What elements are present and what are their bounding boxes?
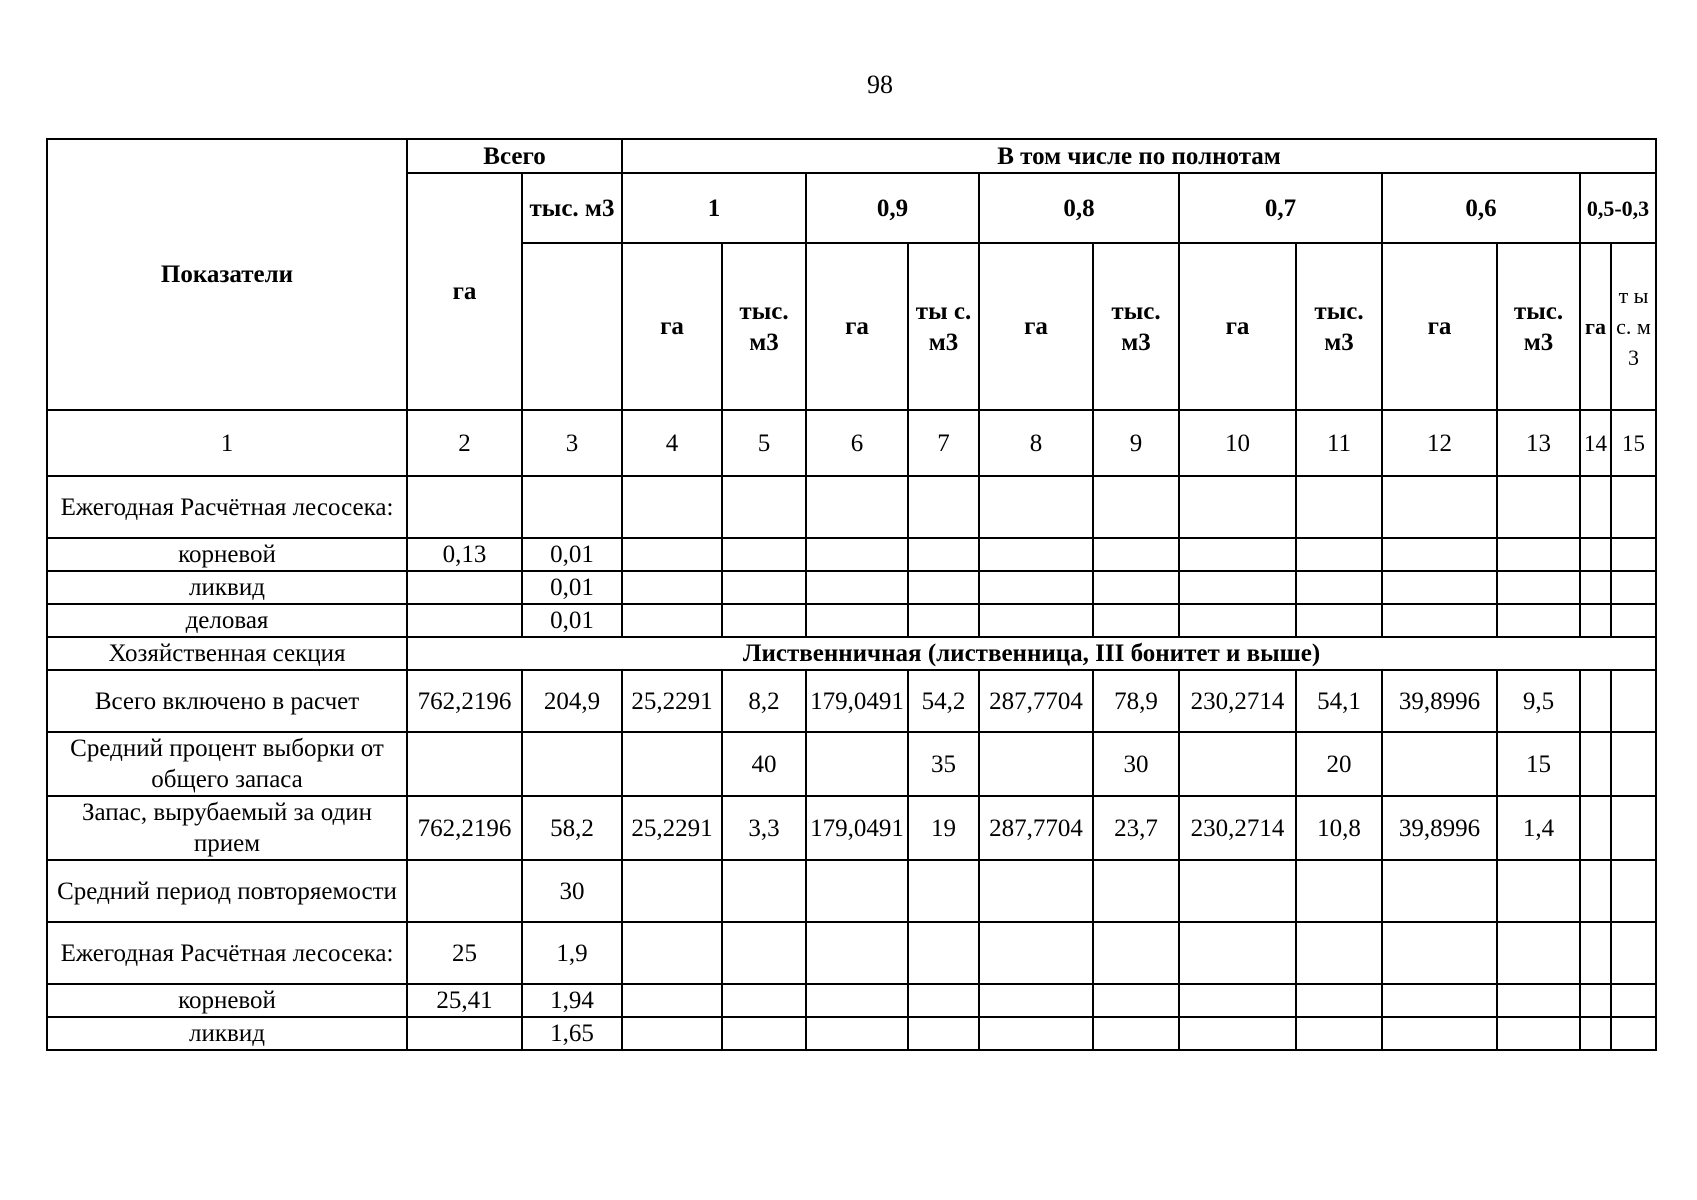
table-cell xyxy=(722,922,806,984)
header-m3-7: ты с. м3 xyxy=(908,243,979,410)
table-cell xyxy=(1093,571,1179,604)
column-number: 6 xyxy=(806,410,908,476)
column-number: 11 xyxy=(1296,410,1382,476)
table-cell: 30 xyxy=(522,860,622,922)
table-cell xyxy=(1179,732,1296,796)
row-label: ликвид xyxy=(47,1017,407,1050)
column-number: 7 xyxy=(908,410,979,476)
table-cell xyxy=(722,984,806,1017)
header-ha-6: га xyxy=(806,243,908,410)
table-cell xyxy=(1611,860,1656,922)
column-number: 3 xyxy=(522,410,622,476)
table-cell xyxy=(1580,922,1611,984)
header-m3-11: тыс. м3 xyxy=(1296,243,1382,410)
table-cell xyxy=(1093,860,1179,922)
table-cell xyxy=(1497,538,1580,571)
table-cell xyxy=(1296,571,1382,604)
table-cell: 40 xyxy=(722,732,806,796)
table-cell xyxy=(1580,984,1611,1017)
table-cell xyxy=(1179,538,1296,571)
table-cell: 23,7 xyxy=(1093,796,1179,860)
table-cell xyxy=(722,538,806,571)
column-number: 14 xyxy=(1580,410,1611,476)
table-row xyxy=(47,732,1656,796)
table-cell xyxy=(1497,571,1580,604)
table-cell xyxy=(1296,984,1382,1017)
table-cell xyxy=(1382,604,1497,637)
table-cell xyxy=(908,571,979,604)
table-cell xyxy=(979,604,1093,637)
table-cell xyxy=(407,860,522,922)
row-label: Средний период повторяемости xyxy=(47,860,407,922)
table-cell xyxy=(522,476,622,538)
table-cell xyxy=(979,860,1093,922)
table-cell: 204,9 xyxy=(522,670,622,732)
table-cell: 230,2714 xyxy=(1179,670,1296,732)
table-cell: 54,1 xyxy=(1296,670,1382,732)
row-label: корневой xyxy=(47,538,407,571)
table-cell: 39,8996 xyxy=(1382,796,1497,860)
table-cell xyxy=(1497,1017,1580,1050)
table-cell xyxy=(1611,604,1656,637)
header-density-1: 1 xyxy=(622,173,806,243)
table-cell xyxy=(1611,670,1656,732)
table-cell xyxy=(407,732,522,796)
table-cell xyxy=(1179,476,1296,538)
table-cell xyxy=(1611,732,1656,796)
table-cell xyxy=(979,476,1093,538)
table-cell xyxy=(1382,732,1497,796)
table-cell xyxy=(908,538,979,571)
table-row xyxy=(47,670,1656,732)
table-cell: 25,2291 xyxy=(622,796,722,860)
header-ha-4: га xyxy=(622,243,722,410)
column-number: 8 xyxy=(979,410,1093,476)
table-cell xyxy=(1296,860,1382,922)
header-ha-14: га xyxy=(1580,243,1611,410)
table-cell xyxy=(1497,604,1580,637)
table-cell xyxy=(622,476,722,538)
table-cell xyxy=(1179,571,1296,604)
table-cell xyxy=(1497,860,1580,922)
table-cell xyxy=(979,984,1093,1017)
table-cell xyxy=(1093,984,1179,1017)
header-total: Всего xyxy=(407,139,622,173)
table-cell xyxy=(979,1017,1093,1050)
allowable-cut-table xyxy=(46,138,1657,1051)
table-cell xyxy=(979,922,1093,984)
table-cell xyxy=(1093,476,1179,538)
row-label: Ежегодная Расчётная лесосека: xyxy=(47,476,407,538)
table-cell xyxy=(908,860,979,922)
table-cell xyxy=(622,1017,722,1050)
table-cell: 54,2 xyxy=(908,670,979,732)
table-row xyxy=(47,538,1656,571)
table-cell xyxy=(1580,538,1611,571)
header-m3-15: т ы с. м 3 xyxy=(1611,243,1656,410)
row-label: Ежегодная Расчётная лесосека: xyxy=(47,922,407,984)
table-cell xyxy=(806,732,908,796)
table-cell xyxy=(722,571,806,604)
header-row-1 xyxy=(47,139,1656,173)
table-cell xyxy=(1093,538,1179,571)
header-by-density: В том числе по полнотам xyxy=(622,139,1656,173)
column-number: 13 xyxy=(1497,410,1580,476)
row-label: Запас, вырубаемый за один прием xyxy=(47,796,407,860)
table-cell: 10,8 xyxy=(1296,796,1382,860)
table-row xyxy=(47,860,1656,922)
table-cell: 287,7704 xyxy=(979,670,1093,732)
table-cell xyxy=(1611,796,1656,860)
header-m3-5: тыс. м3 xyxy=(722,243,806,410)
table-cell: 30 xyxy=(1093,732,1179,796)
table-cell xyxy=(979,538,1093,571)
table-cell: 25,2291 xyxy=(622,670,722,732)
table-cell xyxy=(722,476,806,538)
table-row xyxy=(47,796,1656,860)
table-row xyxy=(47,1017,1656,1050)
table-cell xyxy=(979,571,1093,604)
table-cell xyxy=(806,984,908,1017)
table-cell xyxy=(908,1017,979,1050)
table-cell: 762,2196 xyxy=(407,796,522,860)
table-cell xyxy=(1296,922,1382,984)
table-cell xyxy=(1382,1017,1497,1050)
table-cell: 3,3 xyxy=(722,796,806,860)
table-cell xyxy=(1093,604,1179,637)
header-indicators: Показатели xyxy=(47,139,407,410)
table-cell xyxy=(806,922,908,984)
table-row xyxy=(47,571,1656,604)
table-cell xyxy=(908,984,979,1017)
table-cell xyxy=(1497,476,1580,538)
table-cell: 78,9 xyxy=(1093,670,1179,732)
header-total-volume-empty xyxy=(522,243,622,410)
row-label: деловая xyxy=(47,604,407,637)
table-cell xyxy=(806,538,908,571)
table-cell: 58,2 xyxy=(522,796,622,860)
table-cell: 39,8996 xyxy=(1382,670,1497,732)
table-cell xyxy=(806,860,908,922)
table-cell xyxy=(1611,571,1656,604)
table-cell xyxy=(1093,922,1179,984)
table-cell xyxy=(1382,476,1497,538)
table-row xyxy=(47,922,1656,984)
table-cell xyxy=(622,604,722,637)
table-cell xyxy=(806,571,908,604)
table-cell xyxy=(1611,984,1656,1017)
table-cell xyxy=(407,571,522,604)
table-cell xyxy=(908,476,979,538)
table-cell xyxy=(806,476,908,538)
table-cell: 179,0491 xyxy=(806,796,908,860)
row-label: Всего включено в расчет xyxy=(47,670,407,732)
row-label: корневой xyxy=(47,984,407,1017)
header-density-0-5-0-3: 0,5-0,3 xyxy=(1580,173,1656,243)
table-cell xyxy=(1497,922,1580,984)
table-cell xyxy=(622,860,722,922)
table-cell xyxy=(1580,732,1611,796)
table-cell: 35 xyxy=(908,732,979,796)
table-cell xyxy=(1580,670,1611,732)
section-label: Хозяйственная секция xyxy=(47,637,407,670)
table-cell xyxy=(1580,1017,1611,1050)
header-m3-13: тыс. м3 xyxy=(1497,243,1580,410)
table-cell xyxy=(622,538,722,571)
table-cell xyxy=(1179,860,1296,922)
table-cell: 762,2196 xyxy=(407,670,522,732)
table-cell xyxy=(622,732,722,796)
column-number: 2 xyxy=(407,410,522,476)
column-number: 5 xyxy=(722,410,806,476)
table-cell: 0,01 xyxy=(522,604,622,637)
header-ha-10: га xyxy=(1179,243,1296,410)
header-ha-8: га xyxy=(979,243,1093,410)
table-cell: 25,41 xyxy=(407,984,522,1017)
table-cell: 1,4 xyxy=(1497,796,1580,860)
table-cell xyxy=(1296,1017,1382,1050)
column-number: 9 xyxy=(1093,410,1179,476)
column-number-row xyxy=(47,410,1656,476)
table-cell: 19 xyxy=(908,796,979,860)
header-density-0-9: 0,9 xyxy=(806,173,979,243)
table-row xyxy=(47,476,1656,538)
table-cell xyxy=(1382,922,1497,984)
table-cell: 8,2 xyxy=(722,670,806,732)
table-cell xyxy=(1580,604,1611,637)
table-cell xyxy=(622,984,722,1017)
header-m3-9: тыс. м3 xyxy=(1093,243,1179,410)
table-cell xyxy=(722,1017,806,1050)
table-cell xyxy=(1611,1017,1656,1050)
table-cell xyxy=(1382,984,1497,1017)
table-cell xyxy=(806,1017,908,1050)
table-cell xyxy=(1580,796,1611,860)
table-cell xyxy=(908,604,979,637)
row-label: Средний процент выборки от общего запаса xyxy=(47,732,407,796)
table-cell: 1,94 xyxy=(522,984,622,1017)
header-total-ha: га xyxy=(407,173,522,410)
table-cell xyxy=(1093,1017,1179,1050)
table-cell xyxy=(1382,860,1497,922)
table-cell: 20 xyxy=(1296,732,1382,796)
table-cell: 230,2714 xyxy=(1179,796,1296,860)
table-cell xyxy=(806,604,908,637)
table-cell xyxy=(1179,984,1296,1017)
table-cell xyxy=(622,922,722,984)
table-cell xyxy=(1296,476,1382,538)
column-number: 1 xyxy=(47,410,407,476)
header-ha-12: га xyxy=(1382,243,1497,410)
table-cell xyxy=(722,604,806,637)
table-cell xyxy=(522,732,622,796)
table-cell xyxy=(1382,571,1497,604)
table-cell xyxy=(1296,538,1382,571)
header-density-0-6: 0,6 xyxy=(1382,173,1580,243)
table-cell xyxy=(1580,571,1611,604)
table-cell xyxy=(1296,604,1382,637)
header-density-0-7: 0,7 xyxy=(1179,173,1382,243)
section-title: Лиственничная (лиственница, III бонитет и выше) xyxy=(407,637,1656,670)
table-cell: 179,0491 xyxy=(806,670,908,732)
header-total-volume: тыс. м3 xyxy=(522,173,622,243)
table-cell xyxy=(1497,984,1580,1017)
row-label: ликвид xyxy=(47,571,407,604)
table-cell xyxy=(1611,476,1656,538)
table-cell xyxy=(1179,922,1296,984)
table-cell xyxy=(1611,538,1656,571)
section-row xyxy=(47,637,1656,670)
table-cell: 15 xyxy=(1497,732,1580,796)
column-number: 10 xyxy=(1179,410,1296,476)
table-cell: 25 xyxy=(407,922,522,984)
table-cell xyxy=(1611,922,1656,984)
column-number: 12 xyxy=(1382,410,1497,476)
column-number: 4 xyxy=(622,410,722,476)
table-cell xyxy=(1179,604,1296,637)
table-cell xyxy=(1382,538,1497,571)
table-cell xyxy=(979,732,1093,796)
table-cell: 0,01 xyxy=(522,571,622,604)
table-cell xyxy=(407,604,522,637)
table-cell xyxy=(1580,860,1611,922)
table-cell xyxy=(722,860,806,922)
table-cell: 287,7704 xyxy=(979,796,1093,860)
table-cell: 0,01 xyxy=(522,538,622,571)
table-row xyxy=(47,984,1656,1017)
table-cell xyxy=(407,476,522,538)
table-cell xyxy=(407,1017,522,1050)
table-cell: 9,5 xyxy=(1497,670,1580,732)
table-cell: 0,13 xyxy=(407,538,522,571)
table-row xyxy=(47,604,1656,637)
column-number: 15 xyxy=(1611,410,1656,476)
table-cell xyxy=(1179,1017,1296,1050)
table-cell: 1,65 xyxy=(522,1017,622,1050)
table-cell xyxy=(622,571,722,604)
header-density-0-8: 0,8 xyxy=(979,173,1179,243)
page-number: 98 xyxy=(867,70,893,99)
table-cell xyxy=(908,922,979,984)
table-cell: 1,9 xyxy=(522,922,622,984)
table-cell xyxy=(1580,476,1611,538)
